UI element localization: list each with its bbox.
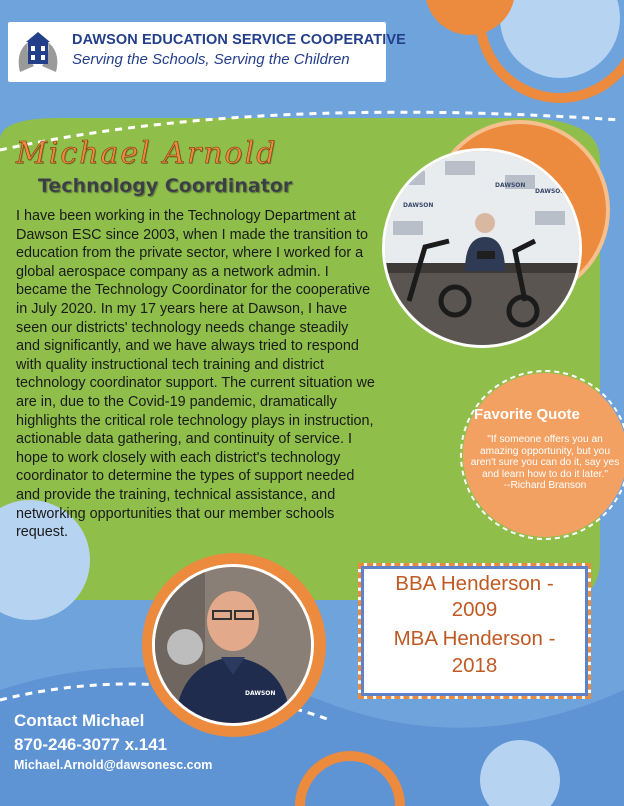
contact-phone[interactable]: 870-246-3077 x.141: [14, 735, 168, 754]
degree-year: 2018: [451, 654, 498, 677]
degree-line: BBA Henderson -: [395, 572, 554, 595]
contact-email[interactable]: Michael.Arnold@dawsonesc.com: [14, 758, 213, 772]
workspace-photo: [382, 148, 582, 348]
backdrop-sign: DAWSON: [535, 188, 566, 195]
quote-block: [470, 434, 620, 492]
quote-author: --Richard Branson: [503, 480, 587, 492]
org-tagline: Serving the Schools, Serving the Children: [72, 51, 350, 68]
profile-bio: I have been working in the Technology Department at Dawson ESC since 2003, when I made the transition to education from the private sector, where I worked for a global aerospace company as a network admin. I became the Technology Coordinator for the cooperative in July 2020. In my 17 years here at Dawson, I have seen our districts' technology needs change steadily and significantly, and we have always tried to respond with quality instructional tech training and district technology coordinator support. The current situation we are in, due to the Covid-19 pandemic, dramatically highlights the critical role technology plays in instruction, actionable data gathering, and continuity of service. I hope to work closely with each district's technology coordinator to determine the types of support needed and provide the training, technical assistance, and networking opportunities that our member schools request.: [16, 208, 375, 541]
degrees-box: [358, 563, 591, 699]
profile-name: Michael Arnold: [16, 136, 278, 171]
quote-text: "If someone offers you an amazing opportunity, but you aren't sure you can do it, say yes and learn how to do it later.": [470, 434, 620, 480]
shirt-logo-text: DAWSON: [245, 690, 276, 697]
dawson-logo-icon: [14, 26, 62, 78]
backdrop-sign: DAWSON: [403, 202, 434, 209]
profile-title: Technology Coordinator: [38, 175, 293, 197]
headshot-photo: [152, 564, 314, 726]
backdrop-sign: DAWSON: [495, 182, 526, 189]
degree-year: 2009: [451, 598, 498, 621]
contact-heading: Contact Michael: [14, 711, 145, 730]
degree-line: MBA Henderson -: [393, 627, 556, 650]
headshot-photo-image: [155, 567, 311, 723]
org-name: DAWSON EDUCATION SERVICE COOPERATIVE: [72, 32, 406, 48]
quote-heading: Favorite Quote: [474, 406, 580, 423]
workspace-photo-image: [385, 151, 579, 345]
